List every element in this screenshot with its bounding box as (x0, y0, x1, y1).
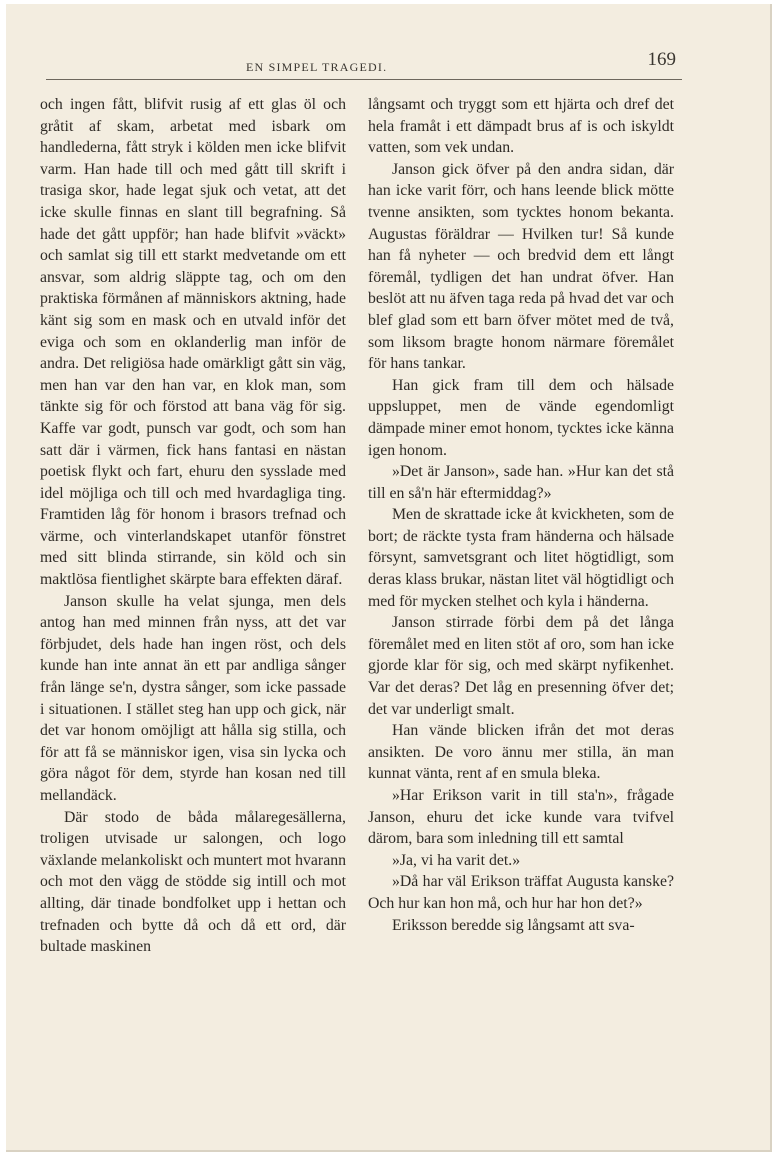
paragraph: »Ja, vi ha varit det.» (392, 851, 521, 869)
book-page (6, 4, 772, 1152)
paragraph: Eriksson beredde sig långsamt att sva- (392, 916, 635, 934)
paragraph: Han vände blicken ifrån det mot deras ansikten. De voro ännu mer stilla, än man kunnat vänta, rent af en smula bleka. (368, 722, 674, 783)
page-header (46, 49, 682, 80)
paragraph: Janson skulle ha velat sjunga, men dels antog han med minnen från nyss, att det var förbjudet, dels hade han ingen röst, och dels kunde han inte annat än ett par andliga sånger från länge se'n, dystra sånger, som icke passade i situationen. I stället steg han upp och gick, när det var honom omöjligt att hålla sig stilla, och för att få se människor igen, visa sin lycka och göra något för dem, styrde han kosan ned till mellandäck. (40, 592, 346, 804)
left-column (40, 94, 346, 958)
paragraph: »Då har väl Erikson träffat Augusta kanske? Och hur kan hon må, och hur har hon det?» (368, 873, 674, 912)
paragraph: och ingen fått, blifvit rusig af ett glas öl och gråtit af skam, arbetat med isbark om handlederna, fått stryk i kölden men icke blifvit varm. Han hade till och med gått till skrift i trasiga skor, hade legat sjuk och vetat, att det icke skulle finnas en slant till begrafning. Så hade det gått uppför; han hade blifvit »väckt» och samlat sig till ett starkt medvetande om ett ansvar, som aldrig släppte tag, och om den praktiska förmånen af människors aktning, hade känt sig som en mask och en utvald inför det eviga och som en oklanderlig man inför de andra. Det religiösa hade omärkligt gått sin väg, men han var den han var, en klok man, som tänkte sig för och förstod att bana väg för sig. Kaffe var godt, punsch var godt, och som han satt där i värmen, fick hans fantasi en nästan poetisk flykt och fart, ehuru den sysslade med idel möjliga och till och med hvardagliga ting. Framtiden låg för honom i brasors trefnad och värme, och vinterlandskapet utanför fönstret med sitt blinda stirrande, sin köld och sin maktlösa fientlighet skärpte bara effekten däraf. (40, 96, 346, 589)
paragraph: Han gick fram till dem och hälsade uppsluppet, men de vände egendomligt dämpade miner emot honom, tycktes icke känna igen honom. (368, 376, 674, 459)
paragraph: Janson stirrade förbi dem på det långa föremålet med en liten stöt af oro, som han icke gjorde klar för sig, och med skärpt nyfikenhet. Var det deras? Det låg en presenning öfver det; det var underligt smalt. (368, 614, 674, 718)
right-column (368, 94, 674, 936)
paragraph: långsamt och tryggt som ett hjärta och dref det hela framåt i ett dämpadt brus af is och iskyldt vatten, som vek undan. (368, 96, 674, 157)
paragraph: »Det är Janson», sade han. »Hur kan det stå till en så'n här eftermiddag?» (368, 463, 674, 502)
page-number: 169 (647, 49, 676, 70)
running-title: EN SIMPEL TRAGEDI. (246, 60, 388, 74)
paragraph: Men de skrattade icke åt kvickheten, som de bort; de räckte tysta fram händerna och hälsade försynt, samvetsgrant och litet högtidligt, som deras klass brukar, nästan litet väl högtidligt och med för mycken stelhet och kyla i händerna. (368, 506, 674, 610)
paragraph: Janson gick öfver på den andra sidan, där han icke varit förr, och hans leende blick mötte tvenne ansikten, som tycktes honom bekanta. Augustas föräldrar — Hvilken tur! Så kunde han få nyheter — och bredvid dem ett långt föremål, tydligen det han undrat öfver. Han beslöt att nu äfven taga reda på hvad det var och blef glad som ett barn öfver mötet med de två, som liksom bragte honom närmare föremålet för hans tankar. (368, 160, 674, 373)
paragraph: »Har Erikson varit in till sta'n», frågade Janson, ehuru det icke kunde vara tvifvel därom, bara som inledning till ett samtal (368, 787, 674, 848)
paragraph: Där stodo de båda målaregesällerna, troligen utvisade ur salongen, och logo växlande melankoliskt och muntert mot hvarann och mot den vägg de stödde sig intill och mot allting, där tinade bondfolket upp i hettan och trefnaden och bytte då och då ett ord, där bultade maskinen (40, 808, 346, 956)
